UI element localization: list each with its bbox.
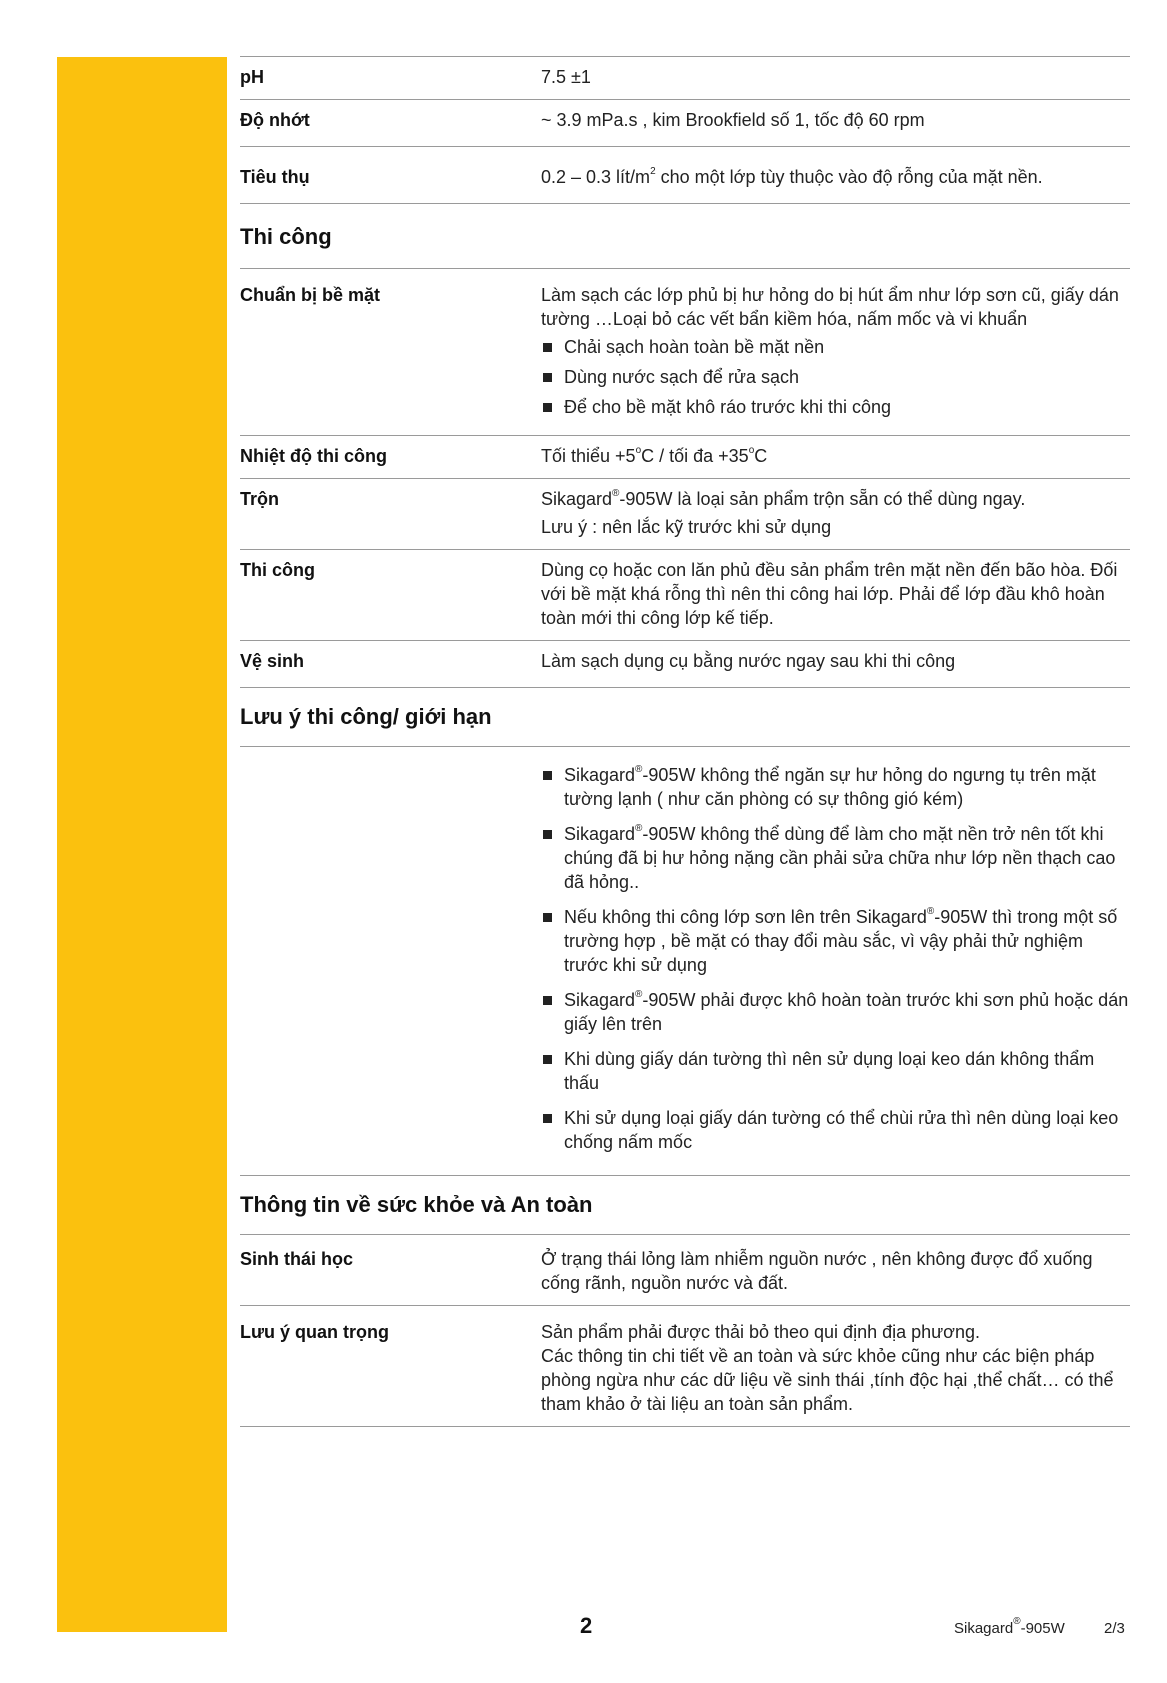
registered-mark: ® [926,906,935,917]
prop-value [541,165,1130,189]
limit-text: -905W không thể dùng để làm cho mặt nền trở nên tốt khi chúng đã bị hư hỏng nặng cần phải sửa chữa như lớp nền thạch cao đã hỏng.. [564,824,1116,892]
limit-text: -905W thì trong một số trường hợp , bề mặt có thay đổi màu sắc, vì vậy phải thử nghiệm trước khi sử dụng [564,907,1118,975]
row-label-empty [240,759,541,1165]
row-label: Trộn [240,489,279,509]
list-item [541,905,1130,977]
product-code: -905W [1020,1620,1065,1637]
consumption-text: 0.2 – 0.3 lít/m [541,167,651,187]
limit-text: Nếu không thi công lớp sơn lên trên [564,907,856,927]
row-value [541,759,1130,1165]
list-item [541,822,1130,894]
row-cleaning [240,640,1130,687]
row-ecology [240,1234,1130,1305]
section-heading-health: Thông tin về sức khỏe và An toàn [240,1175,1130,1234]
registered-mark: ® [635,764,643,775]
row-value: Làm sạch dụng cụ bằng nước ngay sau khi thi công [541,651,956,671]
limit-text: -905W phải được khô hoàn toàn trước khi sơn phủ hoặc dán giấy lên trên [564,990,1129,1034]
important-line-1: Sản phẩm phải được thải bỏ theo qui định địa phương. [541,1322,981,1342]
temp-max: C / tối đa +35 [641,446,749,466]
list-item: Để cho bề mặt khô ráo trước khi thi công [541,395,1130,419]
row-label: Nhiệt độ thi công [240,446,387,466]
footer-product-name [954,1616,1065,1637]
surface-text: Làm sạch các lớp phủ bị hư hỏng do bị hút ẩm như lớp sơn cũ, giấy dán tường …Loại bỏ các vết bẩn kiềm hóa, nấm mốc và vi khuẩn [541,285,1119,329]
footer-page-count: 2/3 [1104,1620,1125,1637]
page-number: 2 [580,1613,593,1638]
prop-row-viscosity [240,99,1130,146]
limits-bullets [541,763,1130,1154]
list-item: Khi dùng giấy dán tường thì nên sử dụng loại keo dán không thẩm thấu [541,1047,1130,1095]
row-value [541,1320,1130,1416]
mixing-line-2: Lưu ý : nên lắc kỹ trước khi sử dụng [541,517,832,537]
prop-row-consumption [240,146,1130,203]
row-surface-prep [240,268,1130,435]
brand-name: Sikagard [564,990,636,1010]
registered-mark: ® [635,823,643,834]
surface-bullets [541,335,1130,419]
important-line-2: Các thông tin chi tiết về an toàn và sức khỏe cũng như các biện pháp phòng ngừa như các dữ liệu về sinh thái ,tính độc hại ,thể chất… có thể tham khảo ở tài liệu an toàn sản phẩm. [541,1346,1114,1414]
list-item: Dùng nước sạch để rửa sạch [541,365,1130,389]
row-label: Thi công [240,560,315,580]
row-mixing [240,478,1130,549]
section-heading-application: Thi công [240,203,1130,268]
row-application [240,549,1130,640]
row-value [541,283,1130,425]
mixing-line-1 [541,487,1130,511]
row-label: Chuẩn bị bề mặt [240,285,381,305]
brand-name: Sikagard [564,765,636,785]
brand-name: Sikagard [855,907,927,927]
prop-label: Tiêu thụ [240,167,310,187]
brand-name: Sikagard [564,824,636,844]
mixing-text: -905W là loại sản phẩm trộn sẵn có thể dùng ngay. [619,489,1026,509]
list-item: Khi sử dụng loại giấy dán tường có thể chùi rửa thì nên dùng loại keo chống nấm mốc [541,1106,1130,1154]
brand-name: Sikagard [541,489,613,509]
registered-mark: ® [635,989,643,1000]
row-value: Ở trạng thái lỏng làm nhiễm nguồn nước , nên không được đổ xuống cống rãnh, nguồn nước và đất. [541,1249,1093,1293]
row-limits [240,746,1130,1175]
row-temperature [240,435,1130,478]
registered-mark: ® [1013,1616,1021,1627]
section-heading-limits: Lưu ý thi công/ giới hạn [240,687,1130,746]
row-value [541,487,1130,539]
prop-value: ~ 3.9 mPa.s , kim Brookfield số 1, tốc độ 60 rpm [541,110,925,130]
row-label: Vệ sinh [240,651,305,671]
superscript: 2 [650,166,656,177]
temp-min: Tối thiểu +5 [541,446,636,466]
yellow-sidebar [57,57,227,1632]
list-item [541,988,1130,1036]
row-label: Sinh thái học [240,1249,354,1269]
registered-mark: ® [612,488,620,499]
datasheet-content [240,56,1130,1427]
list-item [541,763,1130,811]
prop-row-ph [240,56,1130,99]
prop-label: pH [240,67,264,87]
row-label: Lưu ý quan trọng [240,1322,390,1342]
row-important [240,1305,1130,1427]
brand-name: Sikagard [954,1620,1014,1637]
prop-label: Độ nhớt [240,110,310,130]
consumption-text-rest: cho một lớp tùy thuộc vào độ rỗng của mặt nền. [655,167,1043,187]
temp-unit: C [754,446,768,466]
list-item: Chải sạch hoàn toàn bề mặt nền [541,335,1130,359]
degree-symbol: o [635,445,642,456]
row-value [541,444,1130,468]
limit-text: -905W không thể ngăn sự hư hỏng do ngưng tụ trên mặt tường lạnh ( như căn phòng có sự thông gió kém) [564,765,1096,809]
prop-value: 7.5 ±1 [541,67,591,87]
row-value: Dùng cọ hoặc con lăn phủ đều sản phẩm trên mặt nền đến bão hòa. Đối với bề mặt khá rỗng thì nên thi công hai lớp. Phải để lớp đầu khô hoàn toàn mới thi công lớp kế tiếp. [541,560,1118,628]
degree-symbol: o [748,445,755,456]
